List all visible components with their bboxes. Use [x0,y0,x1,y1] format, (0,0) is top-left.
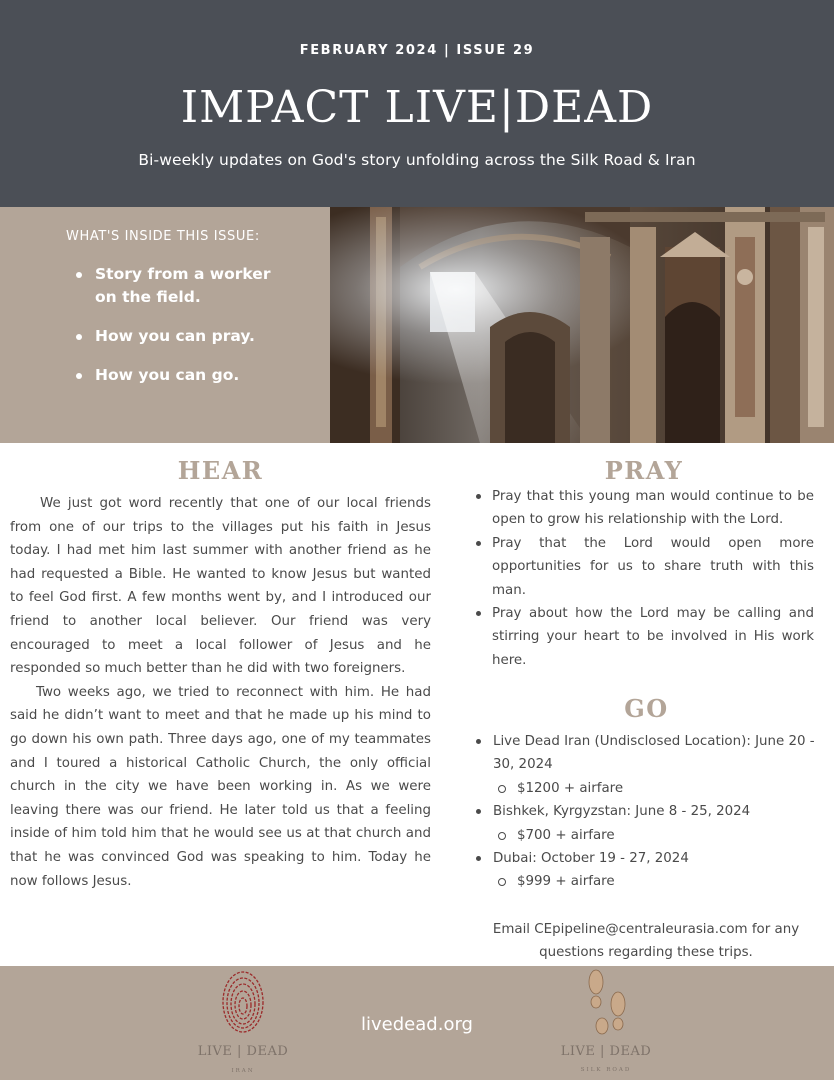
trip-list [474,730,819,894]
pray-heading: PRAY [604,456,684,485]
trip-cost: $700 + airfare [517,824,819,847]
inside-heading: WHAT'S INSIDE THIS ISSUE: [66,229,260,244]
logo-iran-text: LIVE | DEAD [197,1044,289,1059]
story-paragraph: We just got word recently that one of our local friends from one of our trips to the villages put his faith in Jesus today. I had met him last summer with another friend as he had requested a Bible. He wanted to know Jesus but wanted to feel God first. A few months went by, and I introduced our friend to another local believer. Our friend was very encouraged to meet a local follower of Jesus and he responded so much better than he did with two foreigners. [10,496,431,677]
inside-item: Story from a worker on the field. [76,263,296,309]
trip-item [474,800,819,847]
inside-list [76,263,296,403]
footer [0,966,834,1080]
hear-story [10,492,431,893]
logo-iran-sub: IRAN [231,1068,255,1074]
inside-item: How you can go. [76,364,296,387]
newsletter-header [0,0,834,207]
newsletter-subtitle: Bi-weekly updates on God's story unfolding across the Silk Road & Iran [138,151,696,169]
trip-name: Dubai: October 19 - 27, 2024 [493,851,689,867]
story-paragraph: Two weeks ago, we tried to reconnect with him. He had said he didn’t want to meet and that he made up his mind to go down his own path. Three days ago, one of my teammates and I toured a historical Catholic Church, the only official church in the city we have been working in. As we were leaving there was our friend. He later told us that a feeling inside of him told him that he would see us at that church and that he was convinced God was speaking to him. Today he now follows Jesus. [10,684,431,889]
contact-email-note[interactable]: Email CEpipeline@centraleurasia.com for any questions regarding these trips. [492,922,800,961]
prayer-item: Pray that this young man would continue to be open to grow his relationship with the Lord. [474,485,814,532]
logo-silkroad-text: LIVE | DEAD [560,1044,652,1059]
issue-label: FEBRUARY 2024 | ISSUE 29 [299,43,535,58]
pray-list [474,485,814,672]
trip-cost: $999 + airfare [517,870,819,893]
prayer-item: Pray that the Lord would open more opportunities for us to share truth with this man. [474,532,814,602]
newsletter-title: IMPACT LIVE|DEAD [180,82,654,133]
trip-name: Live Dead Iran (Undisclosed Location): June 20 - 30, 2024 [493,734,815,773]
footprints-logo-icon [580,968,636,1040]
trip-item [474,847,819,894]
go-heading: GO [624,694,669,723]
trip-cost: $1200 + airfare [517,777,819,800]
inside-item: How you can pray. [76,325,296,348]
hear-heading: HEAR [177,456,264,485]
trip-name: Bishkek, Kyrgyzstan: June 8 - 25, 2024 [493,804,751,820]
logo-silkroad-sub: SILK ROAD [580,1067,632,1073]
church-interior-photo [330,207,834,443]
prayer-item: Pray about how the Lord may be calling and stirring your heart to be involved in His work here. [474,602,814,672]
inside-this-issue-panel [0,207,330,443]
website-link[interactable]: livedead.org [361,1014,473,1035]
trip-item [474,730,819,800]
